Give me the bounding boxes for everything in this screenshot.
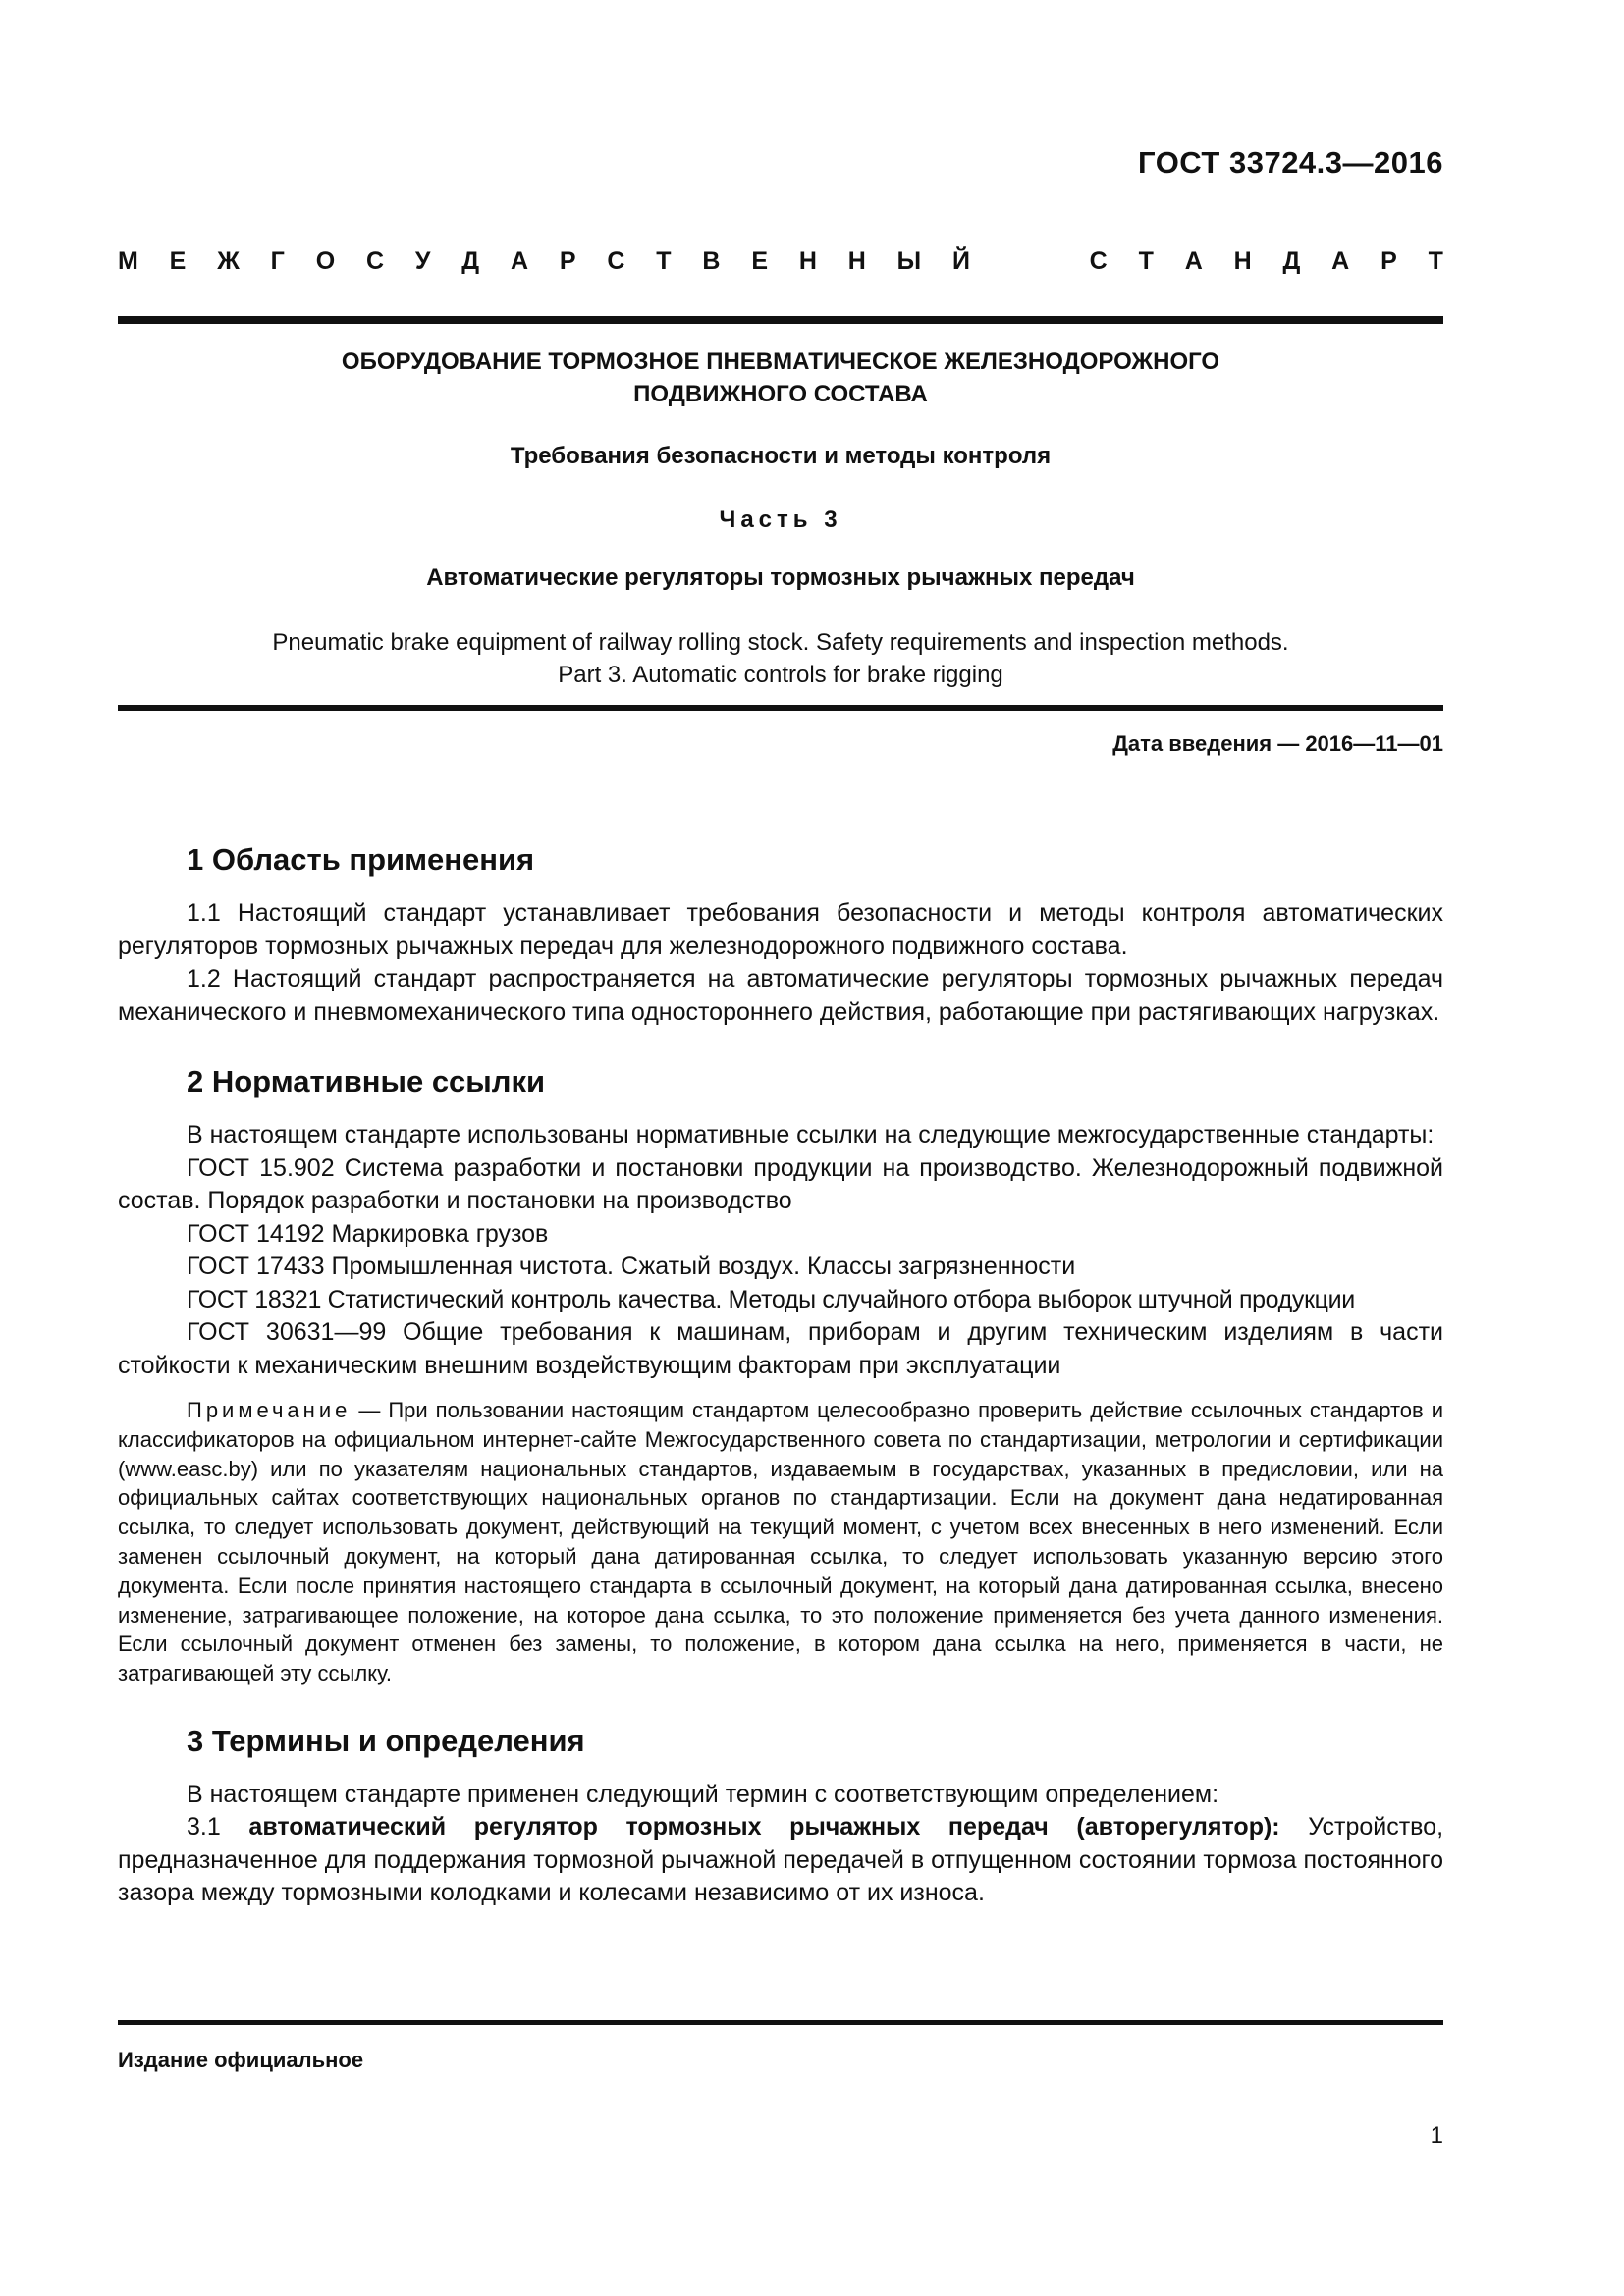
english-title-line-1: Pneumatic brake equipment of railway rolling stock. Safety requirements and inspection methods.	[272, 629, 1289, 656]
standard-type-letter: С	[365, 247, 385, 275]
note-label: Примечание	[187, 1398, 352, 1422]
word-gap	[1001, 247, 1058, 276]
standard-type-letter: С	[1089, 247, 1108, 275]
reference-item: ГОСТ 30631—99 Общие требования к машинам, приборам и другим техническим изделиям в части стойкости к механическим внешним воздействующим факторам при эксплуатации	[118, 1318, 1443, 1379]
note-text: — При пользовании настоящим стандартом целесообразно проверить действие ссылочных стандартов и классификаторов на официальном интернет-сайте Межгосударственного совета по стандартизации, метрологии и сертификации (www.easc.by) или по указателям национальных стандартов, издаваемым в государствах, указанных в предисловии, или на официальных сайтах соответствующих национальных органов по стандартизации. Если на документ дана недатированная ссылка, то следует использовать документ, действующий на текущий момент, с учетом всех внесенных в него изменений. Если заменен ссылочный документ, на который дана датированная ссылка, то следует использовать указанную версию этого документа. Если после принятия настоящего стандарта в ссылочный документ, на который дана датированная ссылка, внесено изменение, затрагивающее положение, на которое дана ссылка, то это положение применяется без учета данного изменения. Если ссылочный документ отменен без замены, то положение, в котором дана ссылка на него, применяется в части, не затрагивающей эту ссылку.	[118, 1398, 1443, 1686]
standard-type-letter: Т	[1428, 247, 1443, 275]
references-note	[118, 1396, 1443, 1688]
standard-type-letter: Р	[559, 247, 576, 275]
standard-type-heading	[118, 247, 1443, 276]
part-label: Часть 3	[719, 507, 842, 533]
standard-type-letter: М	[118, 247, 138, 275]
footer-divider	[118, 2020, 1443, 2025]
standard-type-letter: О	[315, 247, 336, 275]
standard-type-letter: Т	[656, 247, 672, 275]
standard-type-letter: Ж	[217, 247, 240, 275]
header-divider	[118, 316, 1443, 324]
standard-type-letter: Н	[1233, 247, 1252, 275]
term-3-1	[118, 1811, 1443, 1910]
standard-type-letter: Е	[751, 247, 769, 275]
section-2-heading: 2 Нормативные ссылки	[187, 1064, 546, 1098]
reference-item: ГОСТ 18321 Статистический контроль качества. Методы случайного отбора выборок штучной продукции	[187, 1285, 1355, 1313]
title-line-2: ПОДВИЖНОГО СОСТАВА	[633, 381, 928, 407]
standard-type-letter: Ы	[896, 247, 922, 275]
term-name: автоматический регулятор тормозных рычажных передач (авторегулятор):	[248, 1813, 1280, 1842]
title-divider	[118, 705, 1443, 711]
standard-type-letter: Д	[1282, 247, 1301, 275]
standard-type-letter: Н	[847, 247, 866, 275]
intro-date: Дата введения — 2016—11—01	[1112, 731, 1443, 756]
terms-intro: В настоящем стандарте применен следующий термин с соответствующим определением:	[187, 1780, 1219, 1808]
part-title: Автоматические регуляторы тормозных рычажных передач	[426, 564, 1135, 591]
reference-item: ГОСТ 17433 Промышленная чистота. Сжатый воздух. Классы загрязненности	[187, 1253, 1076, 1280]
page-number: 1	[1430, 2122, 1443, 2149]
standard-type-letter: У	[414, 247, 431, 275]
reference-item: ГОСТ 14192 Маркировка грузов	[187, 1219, 549, 1248]
title-line-1: ОБОРУДОВАНИЕ ТОРМОЗНОЕ ПНЕВМАТИЧЕСКОЕ ЖЕЛЕЗНОДОРОЖНОГО	[341, 348, 1220, 375]
standard-type-letter: Н	[798, 247, 817, 275]
gost-number: ГОСТ 33724.3—2016	[1138, 145, 1443, 180]
standard-type-letter: С	[607, 247, 625, 275]
standard-type-letter: А	[510, 247, 529, 275]
standard-type-letter: А	[1331, 247, 1350, 275]
english-title	[118, 626, 1443, 691]
section-3-heading: 3 Термины и определения	[187, 1723, 585, 1758]
document-subtitle: Требования безопасности и методы контроля	[510, 443, 1052, 469]
clause-1-1: 1.1 Настоящий стандарт устанавливает требования безопасности и методы контроля автоматических регуляторов тормозных рычажных передач для железнодорожного подвижного состава.	[118, 899, 1443, 960]
reference-item: ГОСТ 15.902 Система разработки и постановки продукции на производство. Железнодорожный подвижной состав. Порядок разработки и постановки на производство	[118, 1153, 1443, 1214]
standard-type-letter: Д	[461, 247, 480, 275]
term-number: 3.1	[187, 1813, 221, 1842]
section-1-heading: 1 Область применения	[187, 842, 535, 877]
standard-type-letter: Г	[270, 247, 285, 275]
standard-type-letter: В	[702, 247, 721, 275]
standard-type-letter: Е	[169, 247, 187, 275]
standard-type-letter: Т	[1138, 247, 1154, 275]
english-title-line-2: Part 3. Automatic controls for brake rigging	[558, 662, 1003, 688]
document-title	[118, 346, 1443, 410]
standard-type-letter: Р	[1380, 247, 1397, 275]
clause-1-2: 1.2 Настоящий стандарт распространяется на автоматические регуляторы тормозных рычажных передач механического и пневмомеханического типа одностороннего действия, работающие при растягивающих нагрузках.	[118, 965, 1443, 1026]
references-intro: В настоящем стандарте использованы нормативные ссылки на следующие межгосударственные стандарты:	[187, 1121, 1435, 1148]
document-body	[118, 840, 1443, 1910]
edition-label: Издание официальное	[118, 2048, 364, 2072]
standard-type-letter: Й	[952, 247, 970, 275]
term-definition: Устройство, предназначенное для поддержания тормозной рычажной передачей в отпущенном состоянии тормоза постоянного зазора между тормозными колодками и колесами независимо от их износа.	[118, 1813, 1444, 1907]
standard-type-letter: А	[1184, 247, 1203, 275]
